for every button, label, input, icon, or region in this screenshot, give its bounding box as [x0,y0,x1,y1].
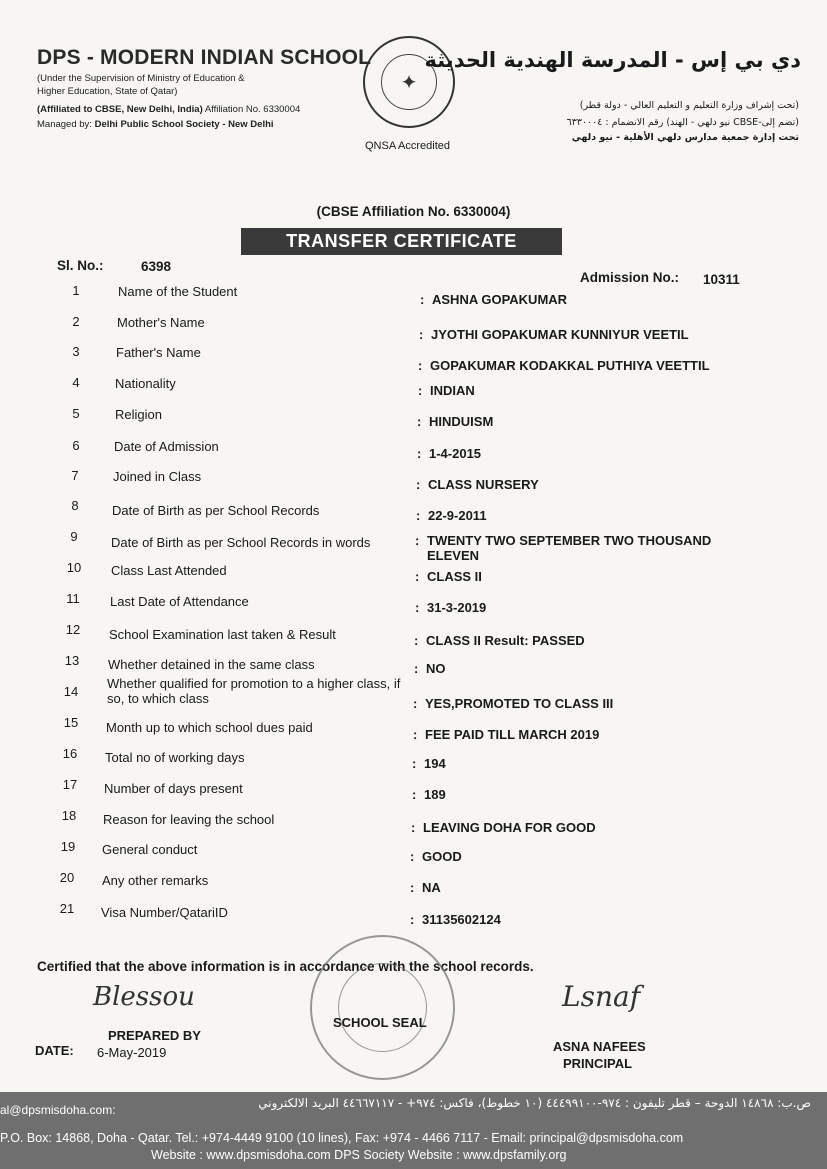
field-label: Whether qualified for promotion to a higher class, if so, to which class [107,676,401,706]
field-value: CLASS II Result: PASSED [426,633,585,648]
footer-email-left: al@dpsmisdoha.com: [0,1103,116,1117]
footer-address: P.O. Box: 14868, Doha - Qatar. Tel.: +974-4449 9100 (10 lines), Fax: +974 - 4466 7117 - Email: principal@dpsmisdoha.com [0,1131,684,1145]
field-label: Visa Number/QatariID [101,905,228,920]
footer-website: Website : www.dpsmisdoha.com DPS Society Website : www.dpsfamily.org [151,1148,567,1162]
field-label: Any other remarks [102,873,209,888]
row-number: 4 [72,375,80,390]
field-value: GOOD [422,849,462,864]
row-number: 8 [71,498,79,513]
field-label: Religion [115,407,162,422]
field-label: Whether detained in the same class [108,657,315,672]
prepared-by-label: PREPARED BY [108,1028,201,1043]
field-value: JYOTHI GOPAKUMAR KUNNIYUR VEETIL [431,327,689,342]
row-number: 1 [72,283,80,298]
header-line-3 [37,104,300,115]
field-label: Name of the Student [118,284,238,299]
row-number: 10 [66,560,82,575]
field-value: 31-3-2019 [427,600,487,615]
field-label: Number of days present [104,781,243,796]
principal-title: PRINCIPAL [563,1056,633,1071]
field-label: Joined in Class [113,469,202,484]
field-value: TWENTY TWO SEPTEMBER TWO THOUSAND ELEVEN [427,533,712,563]
footer-arabic: ص.ب: ١٤٨٦٨ الدوحة – قطر تليفون : ٩٧٤-٤٤٤٩٩١٠٠ (١٠ خطوط)، فاكس: ٩٧٤+ - ٤٤٦٦٧١١٧ البريد الالكتروني [258,1096,811,1110]
field-value: 194 [424,756,446,771]
field-colon: : [418,358,423,373]
field-value: 1-4-2015 [429,446,482,461]
header-line-2: Higher Education, State of Qatar) [37,86,178,97]
arabic-line-1: (تحت إشراف وزارة التعليم و التعليم العالي - دولة قطر) [579,100,799,111]
field-value: 31135602124 [422,912,501,927]
field-colon: : [418,383,423,398]
field-value: FEE PAID TILL MARCH 2019 [425,727,600,742]
field-label: Last Date of Attendance [110,594,249,609]
field-label: Father's Name [116,345,201,360]
field-colon: : [413,696,418,711]
field-value: CLASS NURSERY [428,477,539,492]
field-colon: : [419,327,424,342]
header-line-1: (Under the Supervision of Ministry of Education & [37,73,245,84]
field-colon: : [410,880,415,895]
field-label: Date of Birth as per School Records in words [111,535,371,550]
field-colon: : [410,849,415,864]
row-number: 13 [64,653,80,668]
cbse-affiliation: (CBSE Affiliation No. 6330004) [316,204,511,219]
field-label: General conduct [102,842,198,857]
row-number: 3 [72,344,80,359]
row-number: 11 [66,591,80,606]
field-value: NO [426,661,446,676]
certificate-title: TRANSFER CERTIFICATE [241,228,562,255]
field-value: 22-9-2011 [428,508,487,523]
field-value: INDIAN [430,383,475,398]
school-seal-label: SCHOOL SEAL [333,1015,427,1030]
row-number: 17 [62,777,78,792]
school-name-arabic: دي بي إس - المدرسة الهندية الحديثة [424,48,801,72]
field-label: Date of Birth as per School Records [112,503,320,518]
crest-icon: ✦ [381,54,437,110]
row-number: 2 [72,314,80,329]
row-number: 5 [72,406,80,421]
row-number: 21 [59,901,75,916]
row-number: 7 [71,468,79,483]
principal-signature: Lsnaf [562,980,641,1013]
field-value: LEAVING DOHA FOR GOOD [423,820,596,835]
field-label: Month up to which school dues paid [106,720,313,735]
field-colon: : [415,569,420,584]
field-value: YES,PROMOTED TO CLASS III [425,696,614,711]
row-number: 15 [63,715,79,730]
field-label: Nationality [115,376,176,391]
serial-number-label: Sl. No.: [57,258,104,273]
field-label: Reason for leaving the school [103,812,275,827]
accreditation-text: QNSA Accredited [365,140,450,152]
field-label: School Examination last taken & Result [109,627,336,642]
date-label: DATE: [35,1043,74,1058]
field-value: NA [422,880,441,895]
field-label: Class Last Attended [111,563,227,578]
arabic-line-2: (تضم إلى-CBSE نيو دلهي - الهند) رقم الانضمام : ٦٣٣٠٠٠٤ [566,117,799,128]
row-number: 12 [65,622,81,637]
row-number: 20 [59,870,75,885]
footer-band [0,1092,827,1169]
field-colon: : [414,661,419,676]
row-number: 9 [70,529,78,544]
principal-name: ASNA NAFEES [553,1039,646,1054]
field-colon: : [414,633,419,648]
field-colon: : [415,600,420,615]
seal-inner-ring [338,963,427,1052]
field-value: 189 [424,787,446,802]
field-colon: : [412,787,417,802]
row-number: 16 [62,746,78,761]
field-colon: : [417,446,422,461]
managed-by-prefix: Managed by: [37,119,95,130]
field-label: Mother's Name [117,315,205,330]
school-name: DPS - MODERN INDIAN SCHOOL [37,46,372,69]
arabic-line-3: تحت إدارة جمعية مدارس دلهي الأهلية - نيو دلهي [571,132,799,143]
field-value: CLASS II [427,569,482,584]
row-number: 14 [63,684,79,699]
row-number: 6 [72,438,80,453]
field-colon: : [410,912,415,927]
serial-number: 6398 [141,259,172,274]
field-value: GOPAKUMAR KODAKKAL PUTHIYA VEETTIL [430,358,710,373]
field-colon: : [411,820,416,835]
field-colon: : [415,533,420,548]
row-number: 19 [60,839,76,854]
field-colon: : [413,727,418,742]
field-value: ASHNA GOPAKUMAR [432,292,568,307]
affiliation-bold: (Affiliated to CBSE, New Delhi, India) [37,104,203,115]
field-colon: : [416,508,421,523]
field-value: HINDUISM [429,414,494,429]
row-number: 18 [61,808,77,823]
field-colon: : [420,292,425,307]
school-seal-stamp [310,935,455,1080]
managed-by-name: Delhi Public School Society - New Delhi [94,119,274,130]
date-value: 6-May-2019 [97,1045,167,1060]
header-line-4 [37,119,274,130]
preparer-signature: Blessou [93,982,195,1012]
field-colon: : [416,477,421,492]
field-colon: : [417,414,422,429]
field-label: Date of Admission [114,439,219,454]
field-colon: : [412,756,417,771]
field-label: Total no of working days [105,750,245,765]
certification-statement: Certified that the above information is in accordance with the school records. [37,959,534,974]
admission-number-label: Admission No.: [580,270,680,285]
affiliation-number: Affiliation No. 6330004 [202,104,301,115]
admission-number: 10311 [703,272,740,287]
